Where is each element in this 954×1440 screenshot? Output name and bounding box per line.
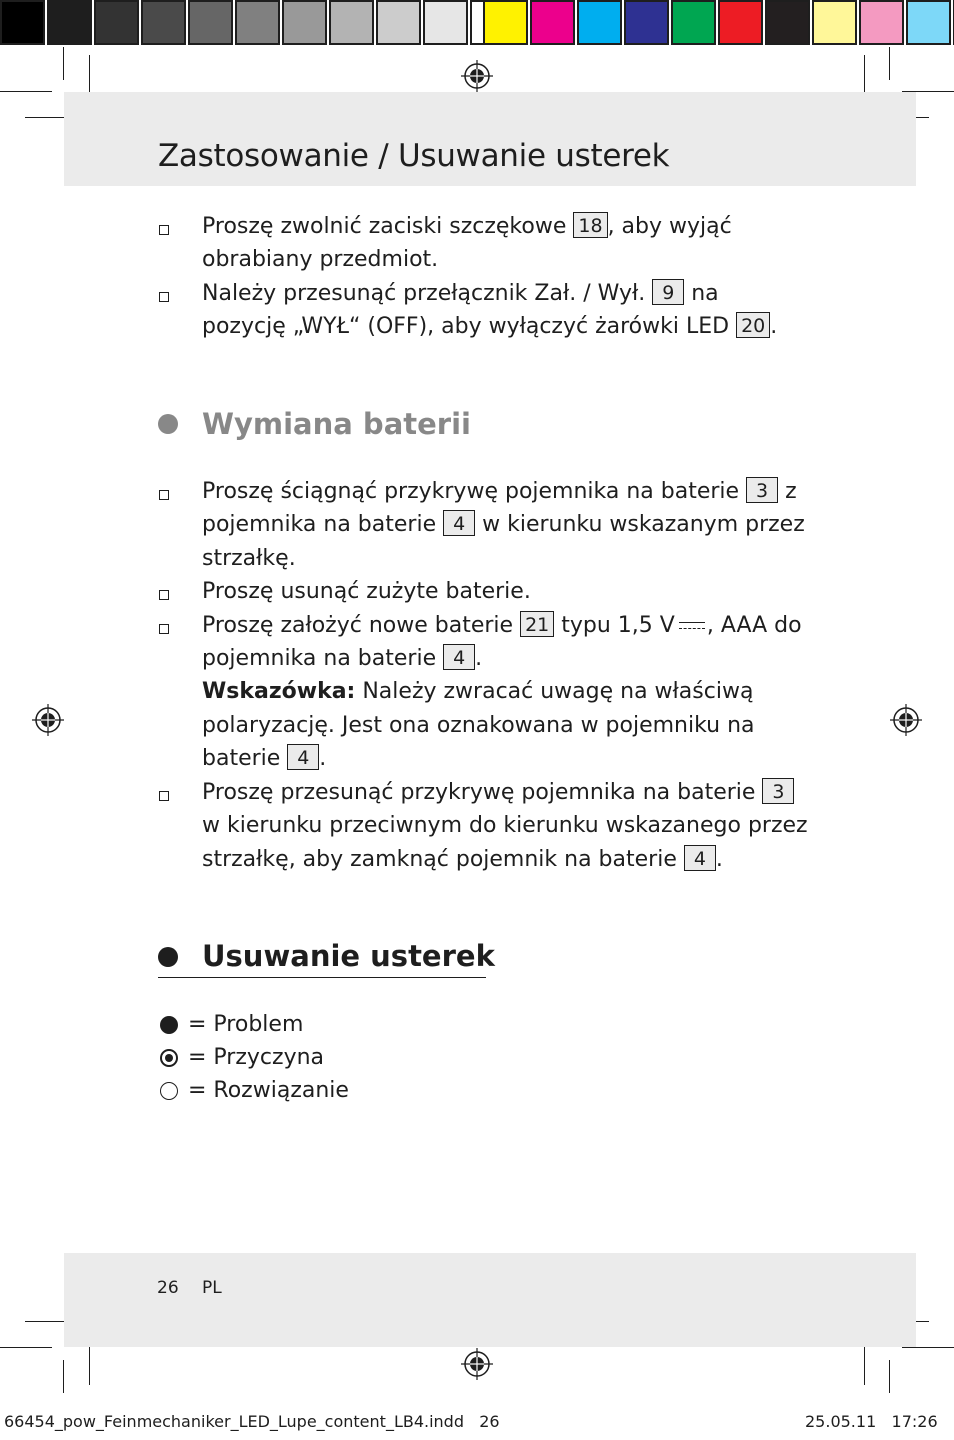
gray-calibration-bar <box>0 0 517 45</box>
text-run: . <box>770 314 778 340</box>
list-item <box>158 776 808 876</box>
empty-circle-icon <box>160 1082 178 1100</box>
color-swatch <box>812 0 857 45</box>
part-reference: 9 <box>652 279 684 305</box>
color-swatch <box>282 0 327 45</box>
text-run: , aby wyjąć obrabiany przedmiot. <box>202 214 732 273</box>
bullseye-circle-icon <box>160 1049 178 1067</box>
page-title: Zastosowanie / Usuwanie usterek <box>158 138 670 174</box>
color-swatch <box>718 0 763 45</box>
text-run: Proszę zwolnić zaciski szczękowe <box>202 214 574 239</box>
color-swatch <box>47 0 92 45</box>
color-swatch <box>671 0 716 45</box>
crop-mark <box>63 1360 64 1393</box>
page-language: PL <box>202 1278 222 1298</box>
checkbox-bullet-icon <box>158 609 202 776</box>
list-item-text <box>202 609 808 776</box>
list-item-text <box>202 210 808 277</box>
list-item <box>158 277 808 344</box>
checkbox-bullet-icon <box>158 210 202 277</box>
color-swatch <box>906 0 951 45</box>
part-reference: 4 <box>287 744 319 770</box>
checkbox-bullet-icon <box>158 277 202 344</box>
list-item-text <box>202 776 808 876</box>
color-swatch <box>624 0 669 45</box>
color-swatch <box>329 0 374 45</box>
color-swatch <box>577 0 622 45</box>
note-label: Wskazówka: <box>202 679 356 705</box>
text-run: z pojemnika na baterie <box>202 479 797 538</box>
text-run: . <box>319 746 327 772</box>
color-swatch <box>94 0 139 45</box>
print-slug-file: 66454_pow_Feinmechaniker_LED_Lupe_content_LB4.indd 26 <box>4 1412 500 1431</box>
checkbox-bullet-icon <box>158 475 202 575</box>
legend-label: = Rozwiązanie <box>188 1078 349 1104</box>
color-calibration-bar <box>483 0 954 45</box>
registration-mark-icon <box>890 704 922 736</box>
text-run: . <box>475 646 483 672</box>
heading-bullet-icon <box>158 414 178 434</box>
list-item <box>158 609 808 776</box>
color-swatch <box>483 0 528 45</box>
legend-label: = Przyczyna <box>188 1045 325 1071</box>
section-heading-text: Usuwanie usterek <box>202 938 495 973</box>
legend-item-solution <box>158 1074 808 1107</box>
text-run: na pozycję „WYŁ“ (OFF), aby wyłączyć żarówki LED <box>202 280 737 340</box>
crop-mark <box>889 1360 890 1393</box>
part-reference: 18 <box>573 212 607 238</box>
footer-band <box>64 1253 916 1347</box>
registration-mark-icon <box>461 1348 493 1380</box>
legend-item-cause <box>158 1041 808 1074</box>
crop-mark <box>902 1347 954 1348</box>
color-swatch <box>530 0 575 45</box>
list-item-text: Proszę usunąć zużyte baterie. <box>202 579 531 605</box>
color-swatch <box>141 0 186 45</box>
color-swatch <box>188 0 233 45</box>
registration-mark-icon <box>461 60 493 92</box>
text-run: w kierunku wskazanym przez strzałkę. <box>202 512 805 571</box>
text-run: Proszę założyć nowe baterie <box>202 612 521 638</box>
direct-current-icon <box>677 619 707 633</box>
color-swatch <box>765 0 810 45</box>
crop-mark <box>0 1347 52 1348</box>
heading-bullet-icon <box>158 947 178 967</box>
main-content <box>158 210 808 1107</box>
legend-item-problem <box>158 1008 808 1041</box>
crop-mark <box>889 47 890 80</box>
part-reference: 21 <box>520 611 554 637</box>
section-heading-battery <box>158 408 808 441</box>
section-heading-text: Wymiana baterii <box>202 406 471 441</box>
legend-label: = Problem <box>188 1012 304 1038</box>
page-number: 26 <box>157 1278 179 1298</box>
color-swatch <box>423 0 468 45</box>
checkbox-bullet-icon <box>158 575 202 608</box>
filled-circle-icon <box>160 1016 178 1034</box>
section-heading-troubleshooting <box>158 940 808 973</box>
part-reference: 4 <box>443 510 475 536</box>
text-run: . <box>715 846 723 872</box>
part-reference: 4 <box>443 644 475 670</box>
color-swatch <box>235 0 280 45</box>
part-reference: 3 <box>762 778 794 804</box>
text-run: Należy przesunąć przełącznik Zał. / Wył. <box>202 280 653 306</box>
checkbox-bullet-icon <box>158 776 202 876</box>
text-run: w kierunku przeciwnym do kierunku wskazanego przez strzałkę, aby zamknąć pojemnik na baterie <box>202 813 808 872</box>
text-run: , AAA do pojemnika na baterie <box>202 612 802 672</box>
crop-mark <box>0 91 52 92</box>
text-run: Należy zwracać uwagę na właściwą polaryzację. Jest ona oznakowana w pojemniku na baterie <box>202 679 755 772</box>
part-reference: 4 <box>684 845 716 871</box>
list-item-text <box>202 277 808 344</box>
list-item <box>158 475 808 575</box>
print-slug-datetime: 25.05.11 17:26 <box>805 1412 938 1431</box>
registration-mark-icon <box>32 704 64 736</box>
text-run: Proszę przesunąć przykrywę pojemnika na baterie <box>202 779 763 805</box>
color-swatch <box>376 0 421 45</box>
list-item <box>158 210 808 277</box>
color-swatch <box>0 0 45 45</box>
part-reference: 3 <box>746 477 778 503</box>
note <box>202 675 808 775</box>
text-run: typu 1,5 V <box>554 612 675 638</box>
list-item-text <box>202 475 808 575</box>
part-reference: 20 <box>736 312 770 338</box>
crop-mark <box>63 47 64 80</box>
color-swatch <box>859 0 904 45</box>
list-item <box>158 575 808 608</box>
text-run: Proszę ściągnąć przykrywę pojemnika na baterie <box>202 479 747 505</box>
